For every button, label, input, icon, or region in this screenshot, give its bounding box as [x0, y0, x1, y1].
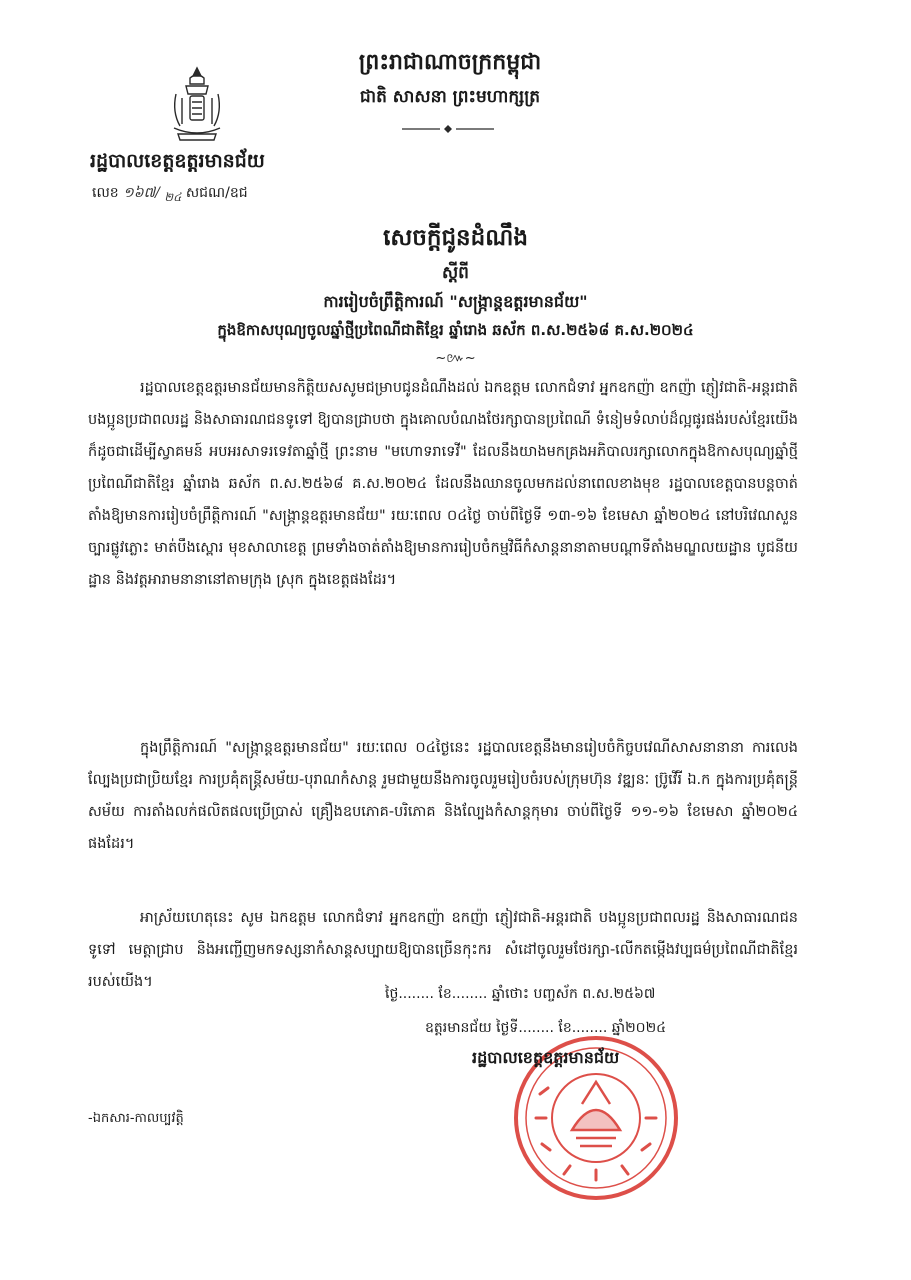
- title-divider: ~៚~: [435, 351, 476, 366]
- notice-title: សេចក្ដីជូនដំណឹង: [383, 225, 528, 251]
- reference-handwritten-number: ១៦៧/: [123, 185, 160, 201]
- royal-emblem-icon: [162, 64, 232, 144]
- archive-note: -ឯកសារ-កាលប្បវត្តិ: [88, 1111, 184, 1126]
- body-paragraph-1: រដ្ឋបាលខេត្តឧត្ដរមានជ័យមានកិត្តិយសសូមជម្រាបជូនដំណឹងដល់ ឯកឧត្តម លោកជំទាវ អ្នកឧកញ៉ា ឧកញ៉ា ភ្ញៀវជាតិ-អន្តរជាតិ បងប្អូនប្រជាពលរដ្ឋ និងសាធារណជនទូទៅ ឱ្យបានជ្រាបថា ក្នុងគោលបំណងថែរក្សាបានប្រពៃណី ទំនៀមទំលាប់ដ៏ល្អផូរផង់របស់ខ្មែរយើង ក៏ដូចជាដើម្បីស្វាគមន៍ អបអរសាទរទេវតាឆ្នាំថ្មី ព្រះនាម "មហោទរាទេវី" ដែលនឹងយាងមកគ្រងអភិបាលរក្សាលោកក្នុងឱកាសបុណ្យឆ្នាំថ្មីប្រពៃណីជាតិខ្មែរ ឆ្នាំរោង ឆស័ក ព.ស.២៥៦៨ គ.ស.២០២៤ ដែលនឹងឈានចូលមកដល់នាពេលខាងមុខ រដ្ឋបាលខេត្តបានបន្តចាត់តាំងឱ្យមានការរៀបចំព្រឹត្តិការណ៍ "សង្ក្រាន្តឧត្ដរមានជ័យ" រយៈពេល ០៤ថ្ងៃ ចាប់ពីថ្ងៃទី ១៣-១៦ ខែមេសា ឆ្នាំ២០២៤ នៅបរិវេណសួនច្បារផ្លូវភ្លោះ មាត់បឹងស្ពោរ មុខសាលាខេត្ត ព្រមទាំងចាត់តាំងឱ្យមានការរៀបចំកម្មវិធីកំសាន្តនានាតាមបណ្តាទីតាំងមណ្ឌលយដ្ឋាន បូជនីយដ្ឋាន និងវត្តអារាមនានានៅតាមក្រុង ស្រុក ក្នុងខេត្តផងដែរ។: [88, 380, 798, 588]
- motto-ornament-divider: [398, 122, 498, 136]
- reference-code: សជណ/ឧជ: [185, 185, 248, 201]
- reference-number: [92, 182, 248, 208]
- solar-date: ឧត្តរមានជ័យ ថ្ងៃទី........ ខែ........ ឆ្នាំ២០២៤: [425, 1020, 667, 1036]
- occasion-line: ក្នុងឱកាសបុណ្យចូលឆ្នាំថ្មីប្រពៃណីជាតិខ្មែរ ឆ្នាំរោង ឆស័ក ព.ស.២៥៦៨ គ.ស.២០២៤: [217, 321, 694, 339]
- reference-label: លេខ: [92, 185, 119, 201]
- body-paragraph-2: ក្នុងព្រឹត្តិការណ៍ "សង្ក្រាន្តឧត្ដរមានជ័យ" រយៈពេល ០៤ថ្ងៃនេះ រដ្ឋបាលខេត្តនឹងមានរៀបចំកិច្ចបវេណីសាសនានានា ការលេងល្បែងប្រជាប្រិយខ្មែរ ការប្រគុំតន្ត្រីសម័យ-បុរាណកំសាន្ត រួមជាមួយនឹងការចូលរួមរៀបចំរបស់ក្រុមហ៊ុន វឌ្ឍនៈ ប្រ៊ូវើរី ឯ.ក ក្នុងការប្រគុំតន្ត្រីសម័យ ការតាំងលក់ផលិតផលប្រើប្រាស់ គ្រឿងឧបភោគ-បរិភោគ និងល្បែងកំសាន្តកុមារ ចាប់ពីថ្ងៃទី ១១-១៦ ខែមេសា ឆ្នាំ២០២៤ ផងដែរ។: [88, 740, 798, 852]
- national-motto: ជាតិ សាសនា ព្រះមហាក្សត្រ: [359, 87, 541, 107]
- lunar-date: ថ្ងៃ........ ខែ........ ឆ្នាំថោះ បញ្ចស័ក ព.ស.២៥៦៧: [385, 986, 656, 1002]
- reference-handwritten-year: ២៤: [164, 189, 182, 204]
- signing-authority: រដ្ឋបាលខេត្តឧត្ដរមានជ័យ: [472, 1048, 620, 1067]
- subject-label: ស្ដីពី: [442, 263, 469, 283]
- body-paragraph-3: អាស្រ័យហេតុនេះ សូម ឯកឧត្តម លោកជំទាវ អ្នកឧកញ៉ា ឧកញ៉ា ភ្ញៀវជាតិ-អន្តរជាតិ បងប្អូនប្រជាពលរដ្ឋ និងសាធារណជនទូទៅ មេត្តាជ្រាប និងអញ្ជើញមកទស្សនាកំសាន្តសប្បាយឱ្យបានច្រើនកុះករ សំដៅចូលរួមថែរក្សា-លើកតម្កើងវប្បធម៌ប្រពៃណីជាតិខ្មែររបស់យើង។: [88, 910, 798, 990]
- issuing-authority: រដ្ឋបាលខេត្តឧត្ដរមានជ័យ: [90, 150, 265, 172]
- event-title: ការរៀបចំព្រឹត្តិការណ៍ "សង្ក្រាន្តឧត្ដរមានជ័យ": [323, 292, 588, 311]
- kingdom-heading: ព្រះរាជាណាចក្រកម្ពុជា: [358, 50, 542, 75]
